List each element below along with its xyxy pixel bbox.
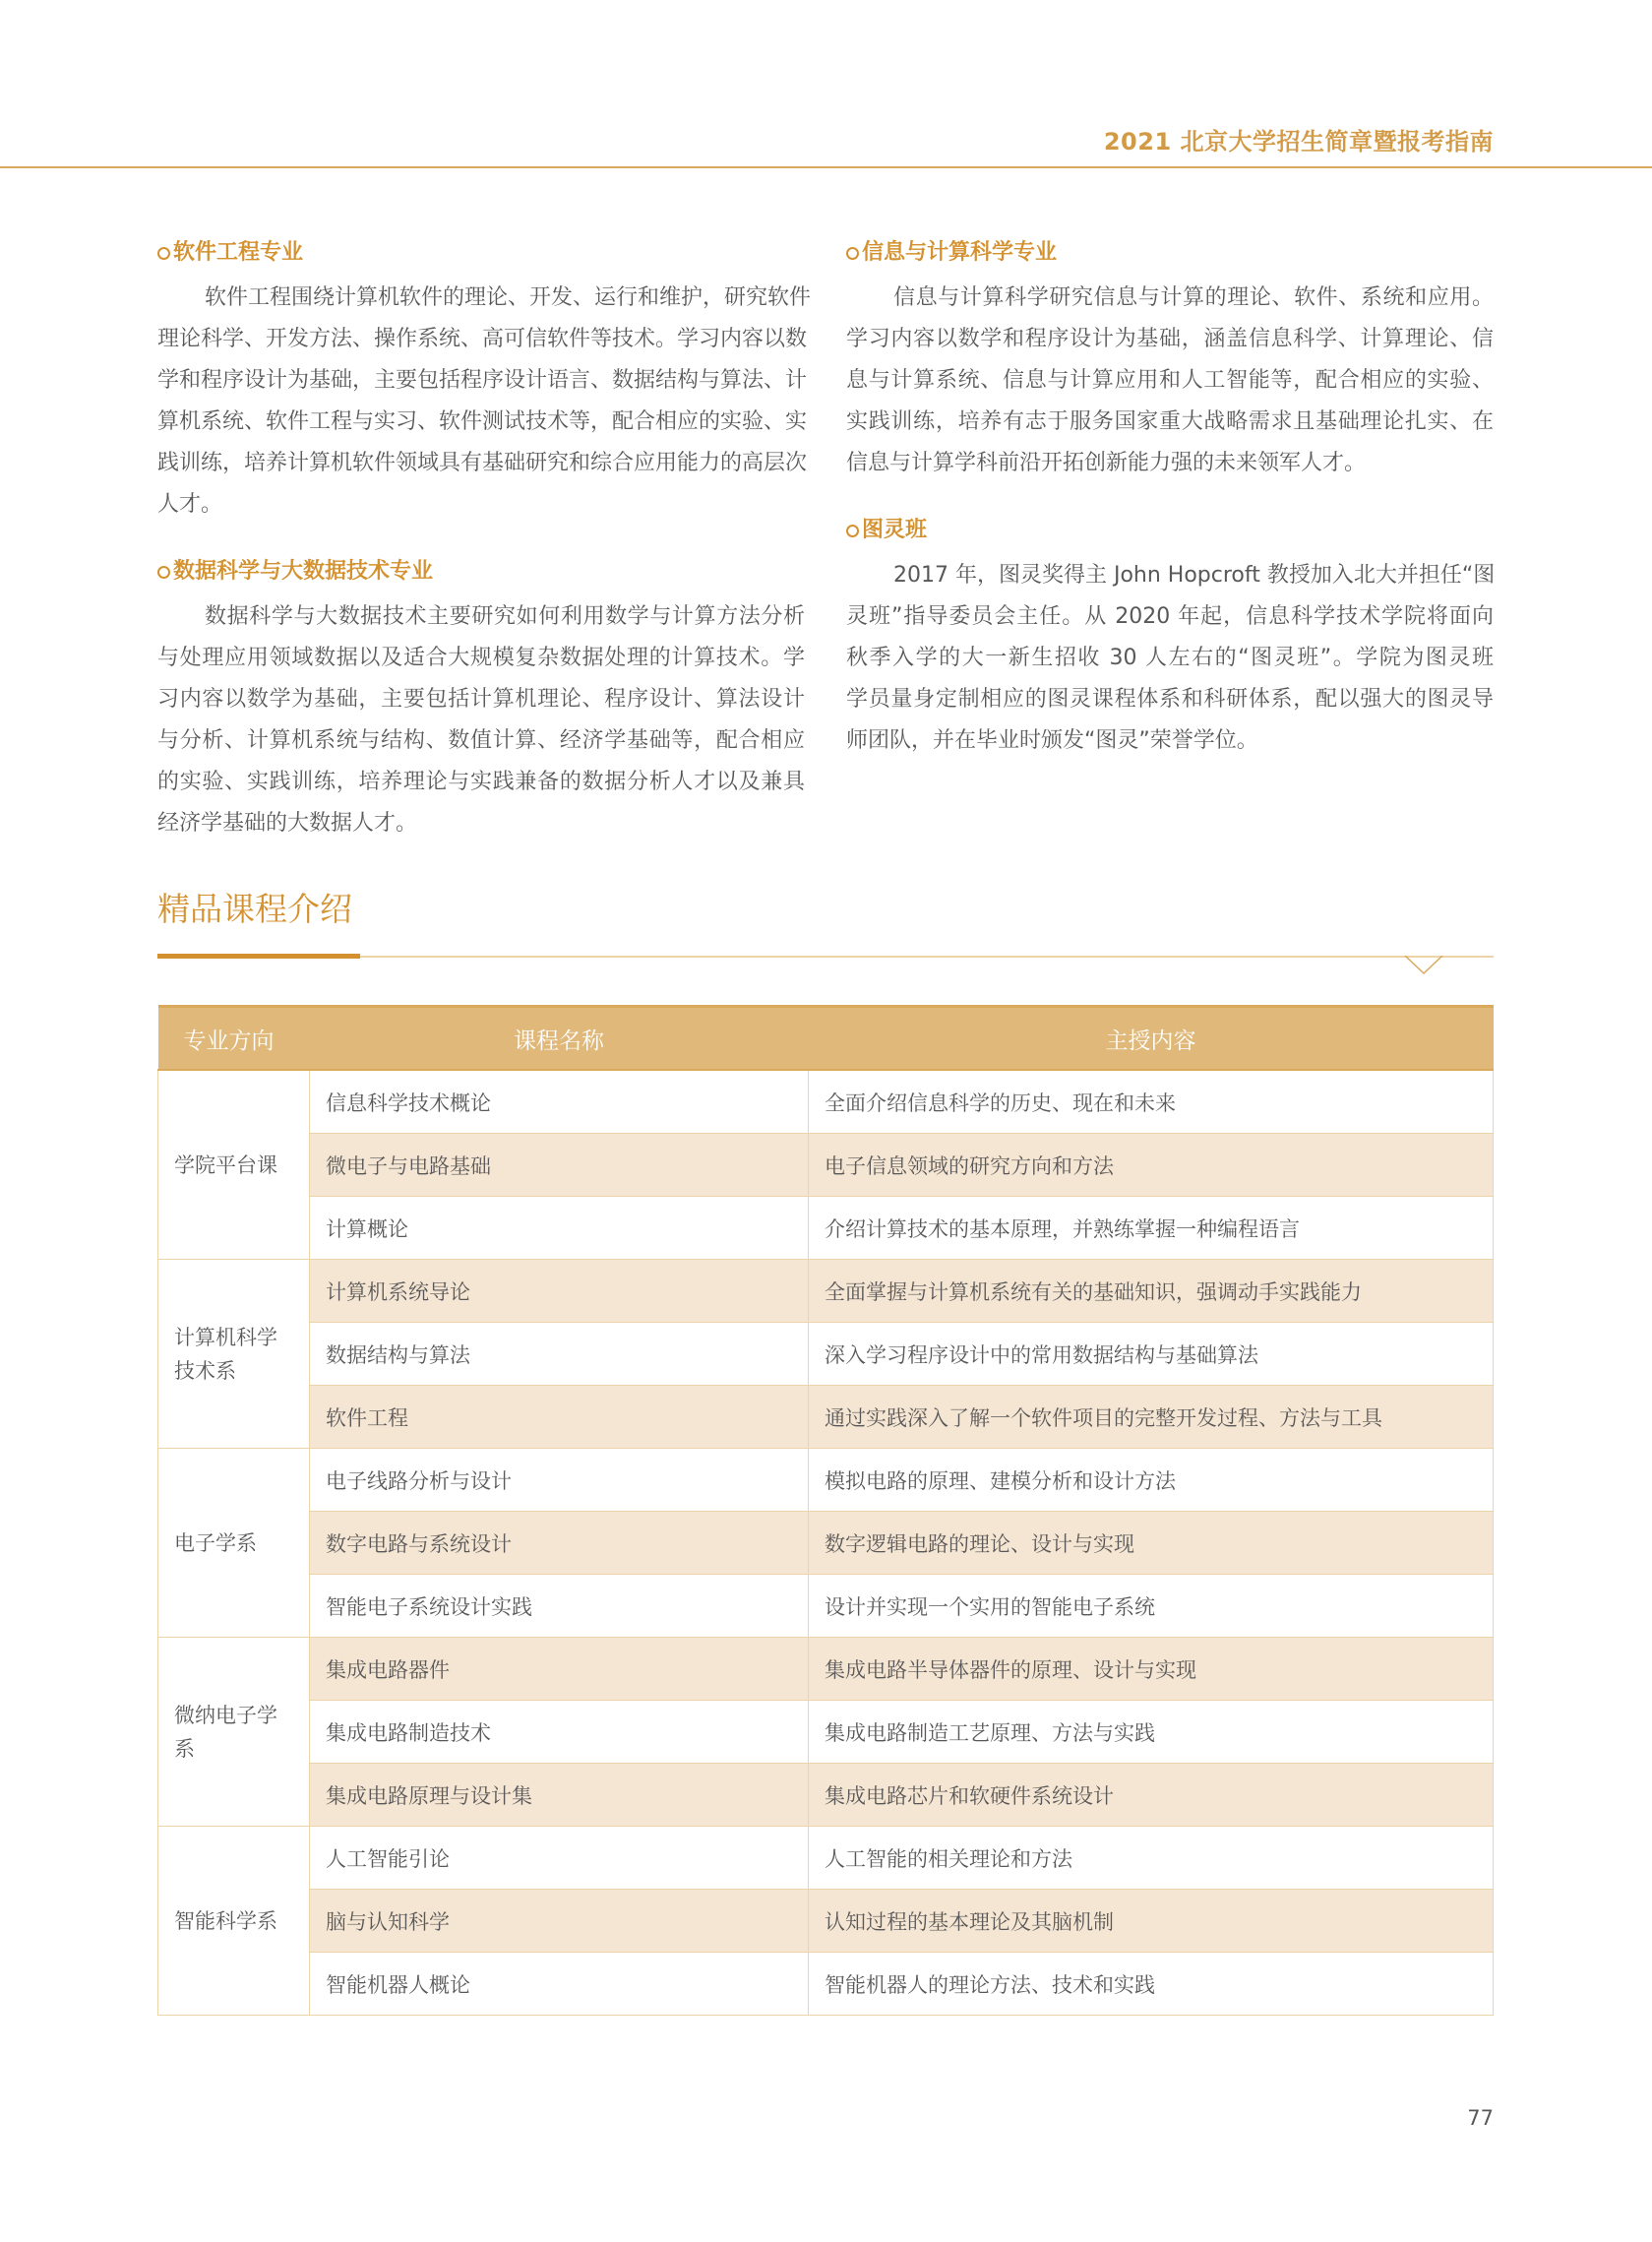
section-heading: [157, 236, 805, 270]
paragraph-line: 人才。: [157, 492, 223, 517]
major-group-cell: 智能科学系: [158, 1827, 310, 2016]
paragraph-line: 息与计算系统、信息与计算应用和人工智能等，配合相应的实验、: [846, 368, 1494, 393]
paragraph-line: 理论科学、开发方法、操作系统、高可信软件等技术。学习内容以数: [157, 327, 808, 351]
course-name-cell: 微电子与电路基础: [310, 1134, 809, 1197]
document-header-title: 2021 北京大学招生简章暨报考指南: [1103, 128, 1494, 156]
course-name-cell: 计算机系统导论: [310, 1260, 809, 1323]
table-row: [158, 1953, 1494, 2016]
courses-table: [157, 1005, 1494, 2016]
course-content-cell: 集成电路半导体器件的原理、设计与实现: [809, 1638, 1494, 1701]
table-row: [158, 1197, 1494, 1260]
paragraph-line: 信息与计算学科前沿开拓创新能力强的未来领军人才。: [846, 451, 1367, 475]
paragraph-line: 的实验、实践训练，培养理论与实践兼备的数据分析人才以及兼具: [157, 770, 805, 794]
major-section: [846, 236, 1494, 484]
paragraph-line: 秋季入学的大一新生招收 30 人左右的“图灵班”。学院为图灵班: [846, 646, 1494, 670]
table-row: [158, 1386, 1494, 1449]
course-name-cell: 电子线路分析与设计: [310, 1449, 809, 1512]
course-content-cell: 认知过程的基本理论及其脑机制: [809, 1890, 1494, 1953]
table-row: [158, 1890, 1494, 1953]
paragraph-line: 实践训练，培养有志于服务国家重大战略需求且基础理论扎实、在: [846, 409, 1494, 434]
paragraph-line: 信息与计算科学研究信息与计算的理论、软件、系统和应用。: [893, 285, 1494, 310]
table-row: [158, 1764, 1494, 1827]
table-row: [158, 1070, 1494, 1134]
course-content-cell: 模拟电路的原理、建模分析和设计方法: [809, 1449, 1494, 1512]
courses-section-title: 精品课程介绍: [157, 890, 352, 928]
paragraph-line: 算机系统、软件工程与实习、软件测试技术等，配合相应的实验、实: [157, 409, 808, 434]
circle-bullet-icon: [157, 247, 170, 260]
course-content-cell: 电子信息领域的研究方向和方法: [809, 1134, 1494, 1197]
circle-bullet-icon: [846, 247, 859, 260]
right-column: [846, 236, 1494, 791]
paragraph-line: 学习内容以数学和程序设计为基础，涵盖信息科学、计算理论、信: [846, 327, 1494, 351]
course-name-cell: 数据结构与算法: [310, 1323, 809, 1386]
circle-bullet-icon: [157, 566, 170, 579]
paragraph-line: 学员量身定制相应的图灵课程体系和科研体系，配以强大的图灵导: [846, 687, 1494, 712]
table-row: [158, 1827, 1494, 1890]
header-course: 课程名称: [310, 1007, 809, 1071]
section-heading-text: 软件工程专业: [173, 240, 304, 265]
table-row: [158, 1260, 1494, 1323]
table-row: [158, 1575, 1494, 1638]
course-content-cell: 集成电路制造工艺原理、方法与实践: [809, 1701, 1494, 1764]
course-name-cell: 集成电路器件: [310, 1638, 809, 1701]
course-name-cell: 信息科学技术概论: [310, 1070, 809, 1134]
course-name-cell: 脑与认知科学: [310, 1890, 809, 1953]
section-heading-text: 信息与计算科学专业: [862, 240, 1058, 265]
left-column: [157, 236, 812, 874]
section-divider-accent: [157, 954, 360, 959]
paragraph-line: 与分析、计算机系统与结构、数值计算、经济学基础等，配合相应: [157, 728, 805, 753]
course-content-cell: 人工智能的相关理论和方法: [809, 1827, 1494, 1890]
major-group-cell: 电子学系: [158, 1449, 310, 1638]
major-group-cell: 微纳电子学系: [158, 1638, 310, 1827]
page-number: 77: [1467, 2106, 1494, 2130]
section-heading: [846, 514, 1494, 547]
paragraph-line: 与处理应用领域数据以及适合大规模复杂数据处理的计算技术。学: [157, 646, 805, 670]
course-content-cell: 通过实践深入了解一个软件项目的完整开发过程、方法与工具: [809, 1386, 1494, 1449]
course-content-cell: 集成电路芯片和软硬件系统设计: [809, 1764, 1494, 1827]
major-group-cell: 计算机科学技术系: [158, 1260, 310, 1449]
paragraph-line: 习内容以数学为基础，主要包括计算机理论、程序设计、算法设计: [157, 687, 805, 712]
course-content-cell: 智能机器人的理论方法、技术和实践: [809, 1953, 1494, 2016]
course-content-cell: 全面介绍信息科学的历史、现在和未来: [809, 1070, 1494, 1134]
major-group-cell: 学院平台课: [158, 1070, 310, 1260]
table-row: [158, 1323, 1494, 1386]
table-row: [158, 1638, 1494, 1701]
section-heading: [157, 555, 805, 589]
paragraph-line: 践训练，培养计算机软件领域具有基础研究和综合应用能力的高层次: [157, 451, 808, 475]
course-content-cell: 数字逻辑电路的理论、设计与实现: [809, 1512, 1494, 1575]
course-content-cell: 深入学习程序设计中的常用数据结构与基础算法: [809, 1323, 1494, 1386]
major-section: [157, 236, 812, 526]
course-name-cell: 集成电路原理与设计集: [310, 1764, 809, 1827]
course-name-cell: 集成电路制造技术: [310, 1701, 809, 1764]
course-name-cell: 软件工程: [310, 1386, 809, 1449]
major-section: [846, 514, 1494, 762]
course-name-cell: 智能电子系统设计实践: [310, 1575, 809, 1638]
major-section: [157, 555, 805, 844]
paragraph-line: 学和程序设计为基础，主要包括程序设计语言、数据结构与算法、计: [157, 368, 808, 393]
course-name-cell: 计算概论: [310, 1197, 809, 1260]
section-heading: [846, 236, 1494, 270]
course-name-cell: 人工智能引论: [310, 1827, 809, 1890]
paragraph-line: 师团队，并在毕业时颁发“图灵”荣誉学位。: [846, 728, 1258, 753]
circle-bullet-icon: [846, 525, 859, 537]
header-major: 专业方向: [158, 1007, 310, 1071]
table-row: [158, 1512, 1494, 1575]
course-name-cell: 智能机器人概论: [310, 1953, 809, 2016]
paragraph-line: 数据科学与大数据技术主要研究如何利用数学与计算方法分析: [205, 604, 805, 629]
paragraph-line: 软件工程围绕计算机软件的理论、开发、运行和维护，研究软件: [205, 285, 812, 310]
table-row: [158, 1449, 1494, 1512]
course-name-cell: 数字电路与系统设计: [310, 1512, 809, 1575]
course-content-cell: 全面掌握与计算机系统有关的基础知识，强调动手实践能力: [809, 1260, 1494, 1323]
table-header-row: [158, 1007, 1494, 1071]
header-divider: [0, 166, 1652, 168]
section-heading-text: 数据科学与大数据技术专业: [173, 559, 434, 584]
section-heading-text: 图灵班: [862, 518, 928, 542]
course-content-cell: 设计并实现一个实用的智能电子系统: [809, 1575, 1494, 1638]
paragraph-line: 2017 年，图灵奖得主 John Hopcroft 教授加入北大并担任“图: [893, 563, 1496, 588]
table-row: [158, 1701, 1494, 1764]
divider-notch-icon: [1405, 956, 1444, 977]
paragraph-line: 经济学基础的大数据人才。: [157, 811, 418, 836]
paragraph-line: 灵班”指导委员会主任。从 2020 年起，信息科学技术学院将面向: [846, 604, 1494, 629]
table-row: [158, 1134, 1494, 1197]
course-content-cell: 介绍计算技术的基本原理，并熟练掌握一种编程语言: [809, 1197, 1494, 1260]
header-content: 主授内容: [809, 1007, 1494, 1071]
